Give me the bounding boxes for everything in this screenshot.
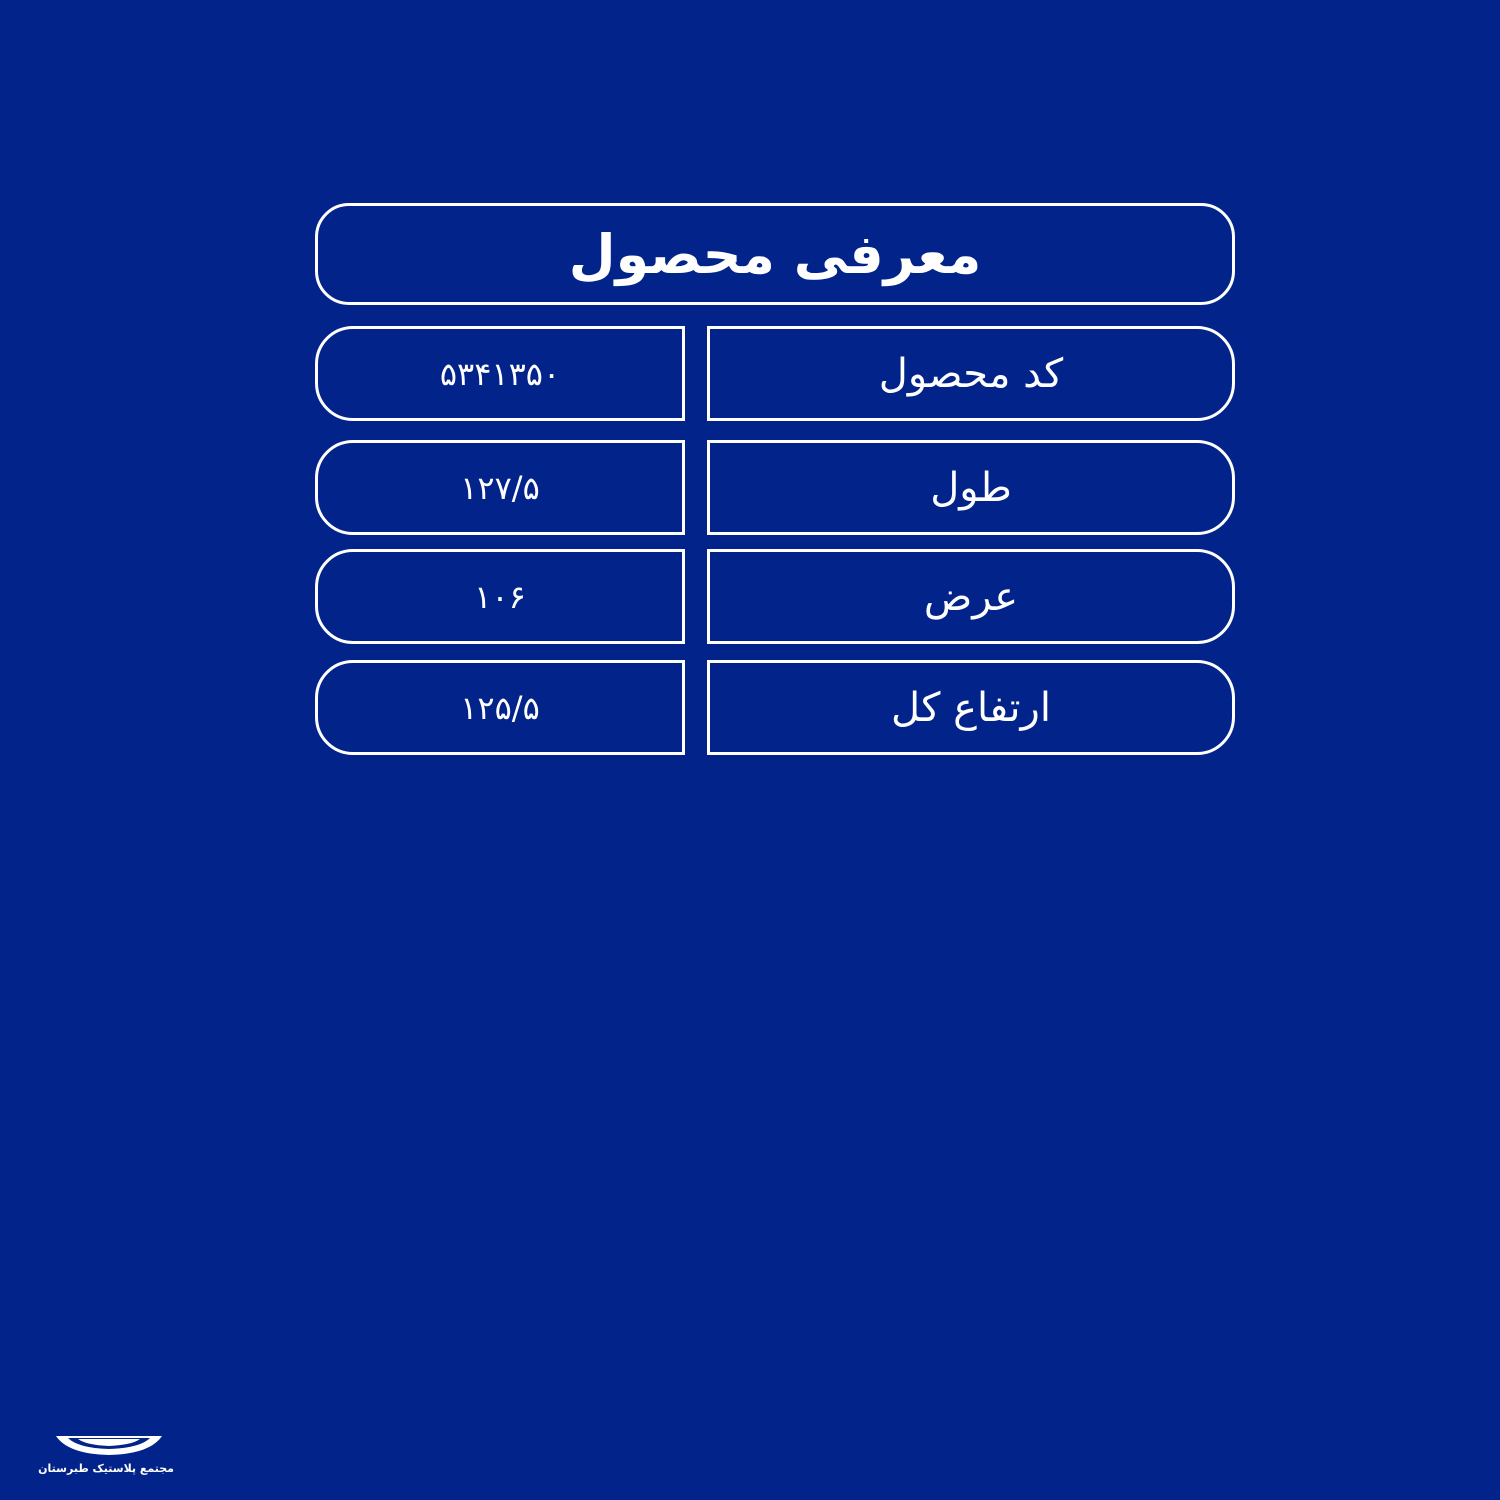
spec-value-cell	[315, 660, 685, 755]
title-box	[315, 203, 1235, 305]
spec-label-cell	[707, 440, 1235, 535]
spec-value: ۱۲۷/۵	[460, 468, 540, 507]
brand-logo	[38, 1430, 174, 1480]
spec-label-cell	[707, 549, 1235, 644]
spec-row-width	[315, 549, 1235, 644]
spec-label-cell	[707, 326, 1235, 421]
spec-value-cell	[315, 549, 685, 644]
spec-label: کد محصول	[878, 350, 1064, 397]
spec-label: عرض	[923, 573, 1019, 620]
bowl-logo-icon	[54, 1434, 164, 1458]
spec-value-cell	[315, 326, 685, 421]
spec-value: ۱۲۵/۵	[460, 688, 540, 727]
spec-value: ۵۳۴۱۳۵۰	[439, 354, 561, 393]
page-title: معرفی محصول	[568, 222, 982, 286]
spec-row-length	[315, 440, 1235, 535]
brand-name: مجتمع پلاستیک طبرستان	[38, 1462, 174, 1475]
spec-value: ۱۰۶	[474, 577, 526, 616]
spec-label: طول	[930, 464, 1012, 511]
spec-row-height	[315, 660, 1235, 755]
spec-label: ارتفاع کل	[891, 684, 1051, 731]
spec-row-code	[315, 326, 1235, 421]
spec-value-cell	[315, 440, 685, 535]
spec-label-cell	[707, 660, 1235, 755]
